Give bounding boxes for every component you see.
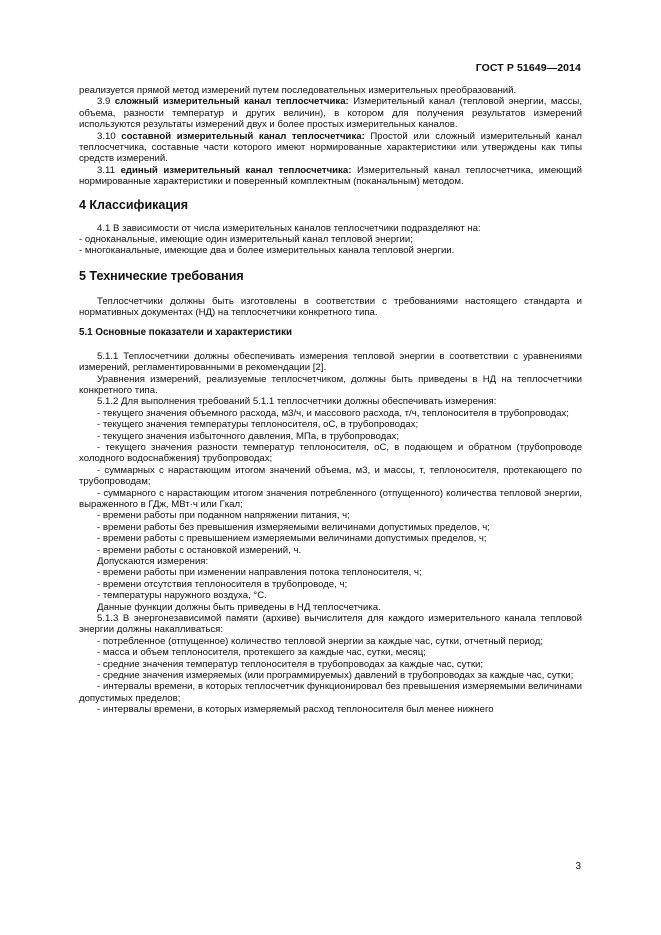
paragraph-5-1-2: 5.1.2 Для выполнения требований 5.1.1 теплосчетчики должны обеспечивать измерения: xyxy=(97,396,497,408)
paragraph-5-1-1: 5.1.1 Теплосчетчики должны обеспечивать измерения тепловой энергии в соответствии с уравнениями измерений, регламентированными в рекомендации [2]. xyxy=(79,350,582,374)
section-4-intro: 4.1 В зависимости от числа измерительных каналов теплосчетчики подразделяют на: xyxy=(97,222,481,234)
definition-3-9 xyxy=(79,96,582,130)
definition-text: Измерительный канал теплосчетчика, имеющий нормированные характеристики и поверенный комплектным (поканальным) методом. xyxy=(79,164,582,188)
list-item: - времени работы без превышения измеряемыми величинами допустимых пределов, ч; xyxy=(97,521,490,533)
list-item: - потребленное (отпущенное) количество тепловой энергии за каждые час, сутки, отчетный период; xyxy=(97,635,544,647)
definition-term: сложный измерительный канал теплосчетчика: xyxy=(114,96,349,108)
definition-text: Простой или сложный измерительный канал теплосчетчика, составные части которого имеют нормированные характеристики или утверждены как типы средств измерений. xyxy=(79,130,582,165)
document-header-id: ГОСТ Р 51649—2014 xyxy=(475,62,581,74)
list-item: - времени работы с остановкой измерений, ч. xyxy=(97,544,302,556)
subsection-5-1-title: 5.1 Основные показатели и характеристики xyxy=(79,326,292,338)
document-body xyxy=(79,85,582,716)
functions-note: Данные функции должны быть приведены в НД теплосчетчика. xyxy=(97,601,381,613)
section-5-intro: Теплосчетчики должны быть изготовлены в соответствии с требованиями настоящего стандарта и нормативных документах (НД) на теплосчетчики конкретного типа. xyxy=(79,295,582,319)
definition-number: 3.9 xyxy=(97,96,111,108)
list-item: - интервалы времени, в которых измеряемый расход теплоносителя был менее нижнего xyxy=(97,704,494,716)
list-item: - суммарных с нарастающим итогом значений объема, м3, и массы, т, теплоносителя, протекающего по трубопроводам; xyxy=(79,464,582,488)
definition-number: 3.11 xyxy=(97,164,115,176)
definition-term: составной измерительный канал теплосчетчика: xyxy=(121,130,365,142)
definition-3-11 xyxy=(79,165,582,188)
list-item: - средние значения температур теплоносителя в трубопроводах за каждые час, сутки; xyxy=(97,658,484,670)
paragraph-5-1-3: 5.1.3 В энергонезависимой памяти (архиве) вычислителя для каждого измерительного канала тепловой энергии должны накапливаться: xyxy=(79,613,582,636)
list-item: - средние значения измеряемых (или программируемых) давлений в трубопроводах за каждые час, сутки; xyxy=(97,670,574,682)
list-item: - температуры наружного воздуха, °С. xyxy=(97,590,267,602)
section-4-item: - многоканальные, имеющие два и более измерительных канала тепловой энергии. xyxy=(79,245,455,257)
paragraph-5-1-1-b: Уравнения измерений, реализуемые теплосчетчиком, должны быть приведены в НД на теплосчетчики конкретного типа. xyxy=(79,373,582,396)
section-4-title: 4 Классификация xyxy=(79,197,189,212)
list-item: - времени работы с превышением измеряемыми величинами допустимых пределов, ч; xyxy=(97,533,487,545)
list-item: - времени работы при поданном напряжении питания, ч; xyxy=(97,510,350,522)
definition-number: 3.10 xyxy=(97,130,116,142)
intro-line: реализуется прямой метод измерений путем последовательных измерительных преобразований. xyxy=(79,85,517,96)
section-5-title: 5 Технические требования xyxy=(79,268,244,283)
list-item: - текущего значения избыточного давления, МПа, в трубопроводах; xyxy=(97,430,400,442)
definition-text: Измерительный канал (тепловой энергии, массы, объема, разности температур и других величин), в котором для получения результатов измерений используются результаты измерений двух и более простых измерительных каналов. xyxy=(79,96,582,131)
definition-3-10 xyxy=(79,131,582,165)
section-4-item: - одноканальные, имеющие один измерительный канал тепловой энергии; xyxy=(79,234,413,246)
allowed-label: Допускаются измерения: xyxy=(97,556,209,567)
list-item: - текущего значения температуры теплоносителя, оС, в трубопроводах; xyxy=(97,419,419,431)
definition-term: единый измерительный канал теплосчетчика: xyxy=(120,164,352,176)
list-item: - текущего значения разности температур теплоносителя, оС, в подающем и обратном (трубопроводе холодного водоснабжения) трубопроводах; xyxy=(79,441,582,465)
list-item: - текущего значения объемного расхода, м3/ч, и массового расхода, т/ч, теплоносителя в трубопроводах; xyxy=(97,407,569,419)
list-item: - масса и объем теплоносителя, протекшего за каждые час, сутки, месяц; xyxy=(97,647,426,659)
list-item: - суммарного с нарастающим итогом значения потребленного (отпущенного) количества тепловой энергии, выраженного в ГДж, МВт·ч или Гкал; xyxy=(79,487,582,510)
page-number: 3 xyxy=(575,861,581,872)
list-item: - времени отсутствия теплоносителя в трубопроводе, ч; xyxy=(97,578,348,590)
list-item: - интервалы времени, в которых теплосчетчик функционировал без превышения измеряемыми величинами допустимых пределов; xyxy=(79,681,582,704)
list-item: - времени работы при изменении направления потока теплоносителя, ч; xyxy=(97,567,422,579)
